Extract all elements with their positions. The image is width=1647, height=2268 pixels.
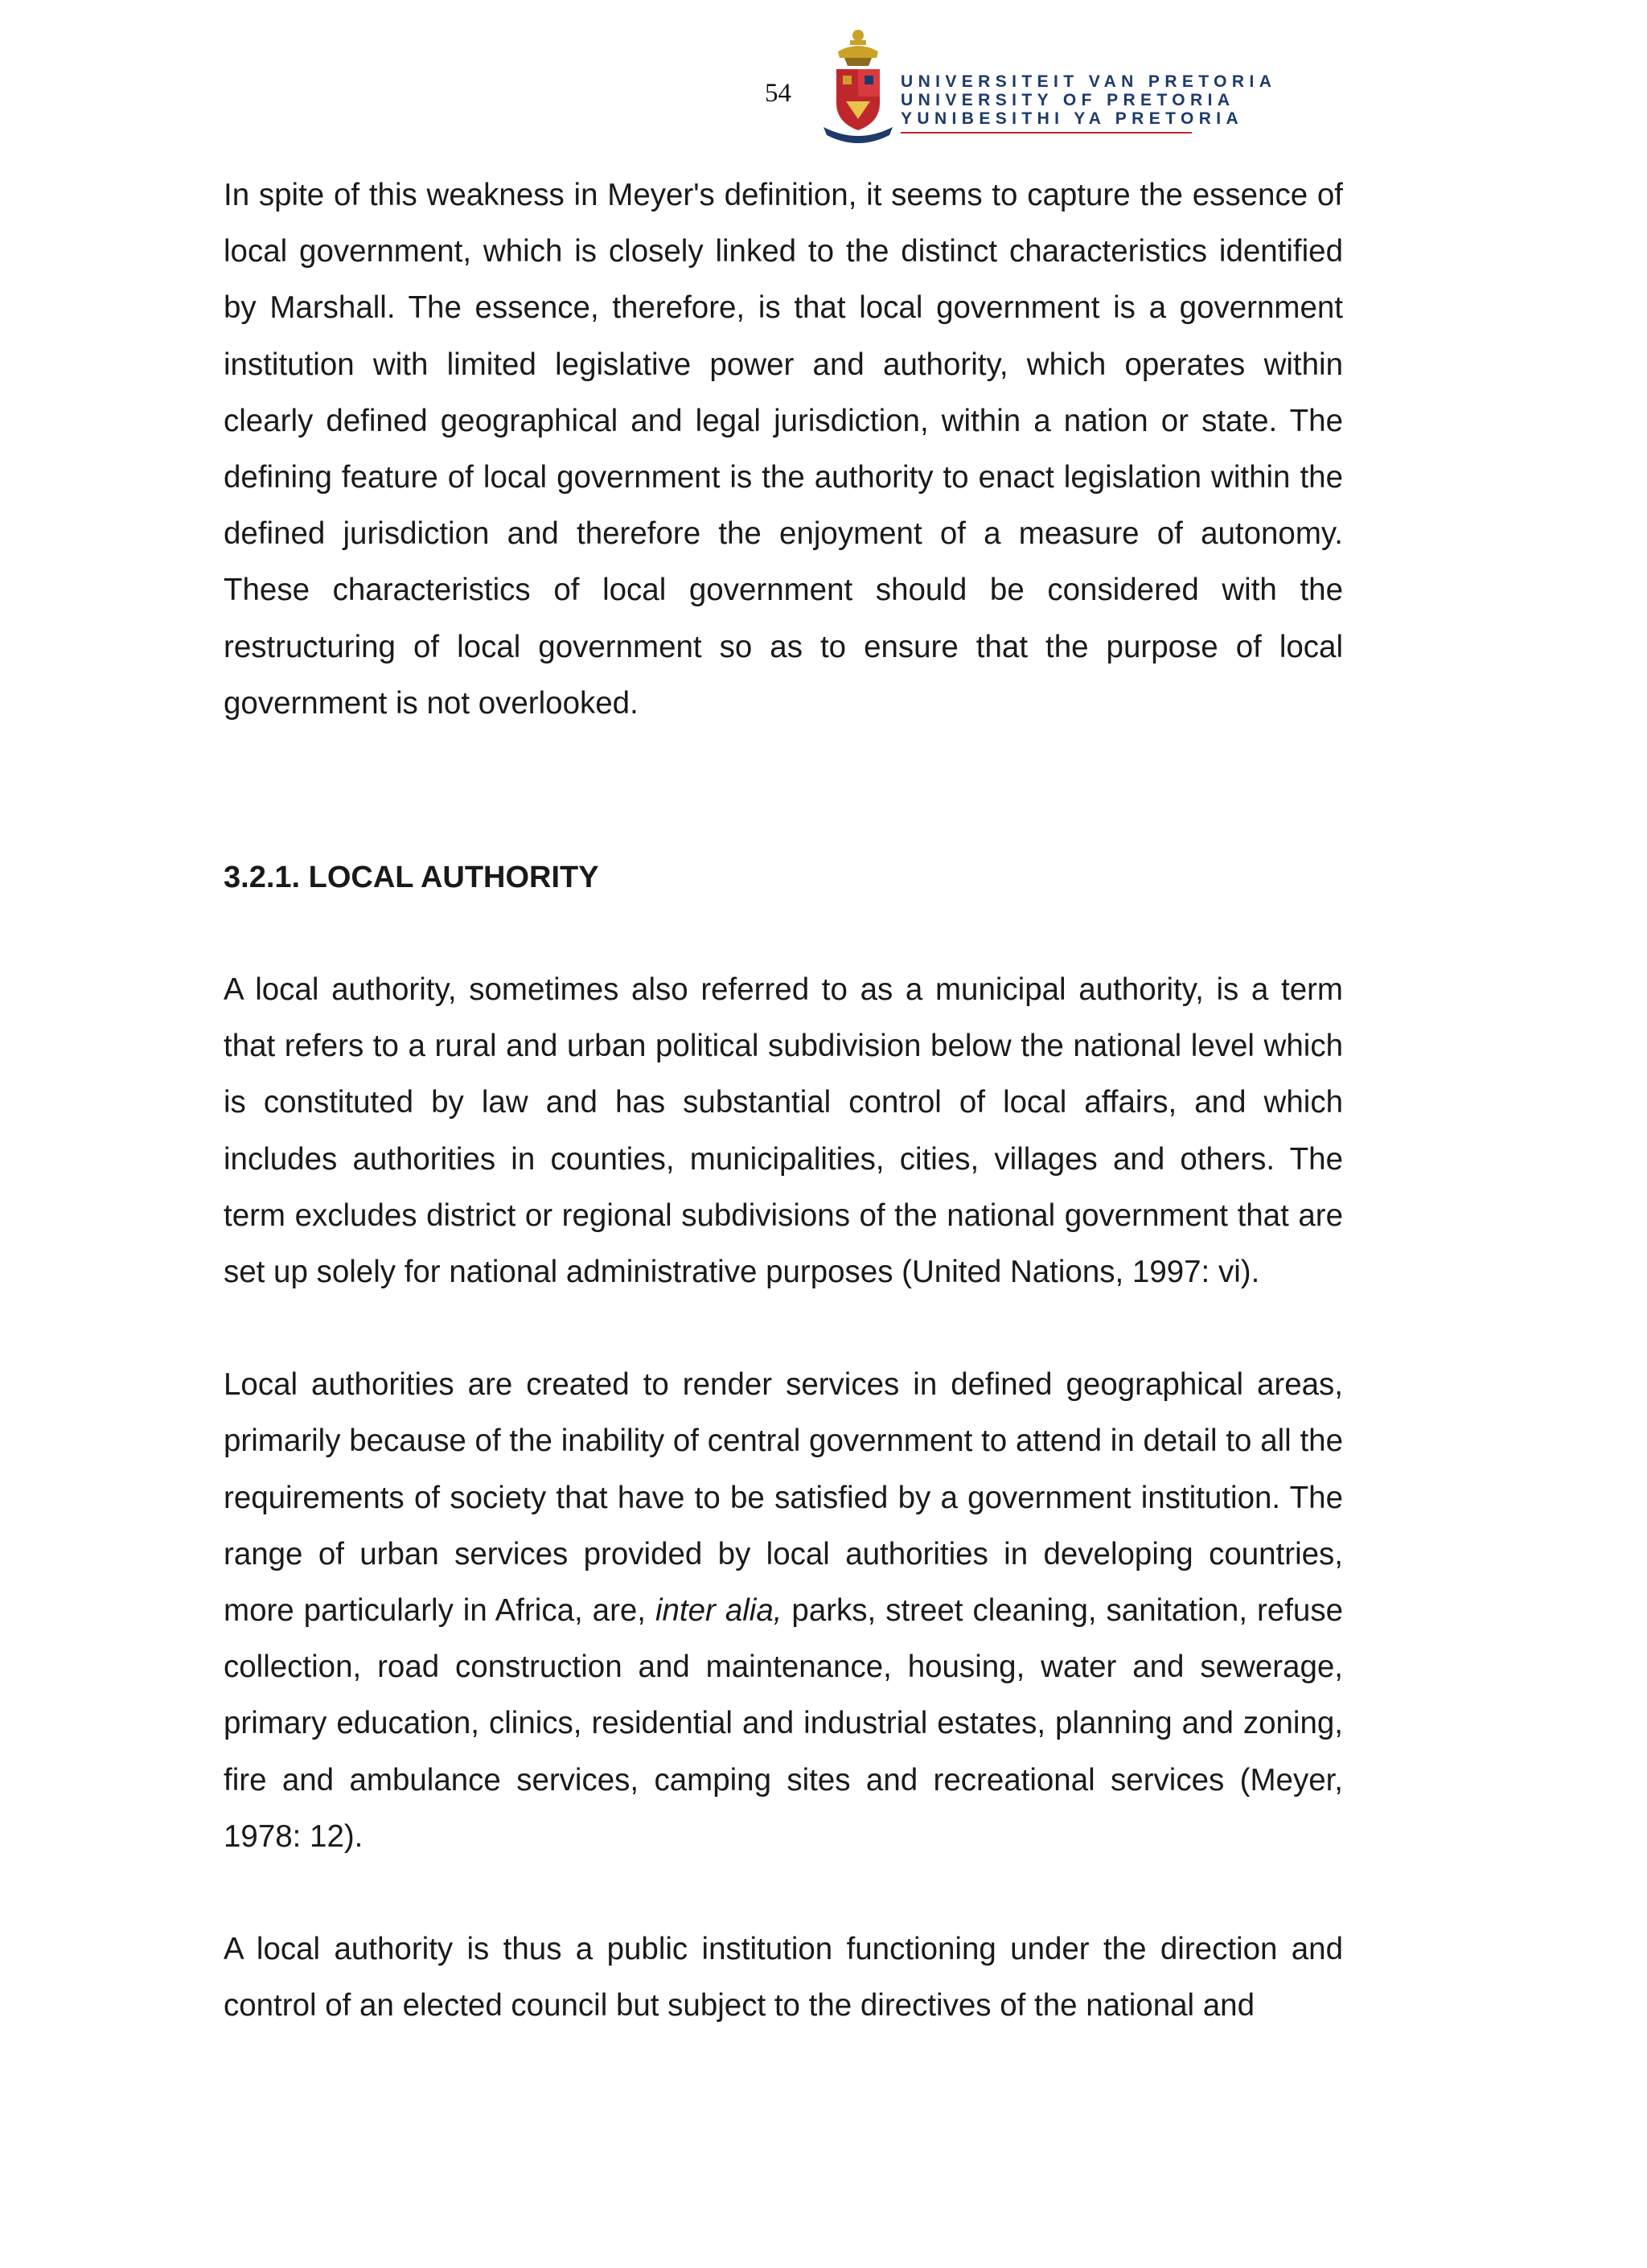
university-name-english: UNIVERSITY OF PRETORIA: [901, 91, 1235, 109]
header-rule: [901, 132, 1192, 134]
paragraph-3-text-a: Local authorities are created to render services in defined geographical areas, primarily because of the inability of central government to attend in detail to all the requirements of society that have to be satisfied by a government institution. The range of urban services provided by local authorities in developing countries, more particularly in Africa, are,: [224, 1367, 1343, 1629]
section-heading: 3.2.1. LOCAL AUTHORITY: [224, 861, 599, 895]
paragraph-2: A local authority, sometimes also referred to as a municipal authority, is a term that refers to a rural and urban political subdivision below the national level which is constituted by law and has substantial control of local affairs, and which includes authorities in counties, municipalities, cities, villages and others. The term excludes district or regional subdivisions of the national government that are set up solely for national administrative purposes (United Nations, 1997: vi).: [224, 972, 1343, 1290]
paragraph-1: In spite of this weakness in Meyer's definition, it seems to capture the essence of local government, which is closely linked to the distinct characteristics identified by Marshall. The essence, therefore, is that local government is a government institution with limited legislative power and authority, which operates within clearly defined geographical and legal jurisdiction, within a nation or state. The defining feature of local government is the authority to enact legislation within the defined jurisdiction and therefore the enjoyment of a measure of autonomy. These characteristics of local government should be considered with the restructuring of local government so as to ensure that the purpose of local government is not overlooked.: [224, 178, 1343, 721]
page-number: 54: [765, 79, 791, 108]
paragraph-4: A local authority is thus a public institution functioning under the direction and control of an elected council but subject to the directives of the national and: [224, 1932, 1343, 2024]
university-names: [901, 72, 1277, 128]
paragraph-3: [224, 1357, 1343, 1865]
paragraph-3-italic: inter alia,: [655, 1593, 782, 1629]
paragraph-3-text-b: parks, street cleaning, sanitation, refuse collection, road construction and maintenance, housing, water and sewerage, primary education, clinics, residential and industrial estates, planning and zoning, fire and ambulance services, camping sites and recreational services (Meyer, 1978: 12).: [224, 1593, 1344, 1854]
university-crest-logo: [814, 24, 902, 145]
university-name-afrikaans: UNIVERSITEIT VAN PRETORIA: [901, 72, 1277, 91]
university-name-sepedi: YUNIBESITHI YA PRETORIA: [901, 109, 1244, 128]
page-body: [224, 167, 1343, 2034]
